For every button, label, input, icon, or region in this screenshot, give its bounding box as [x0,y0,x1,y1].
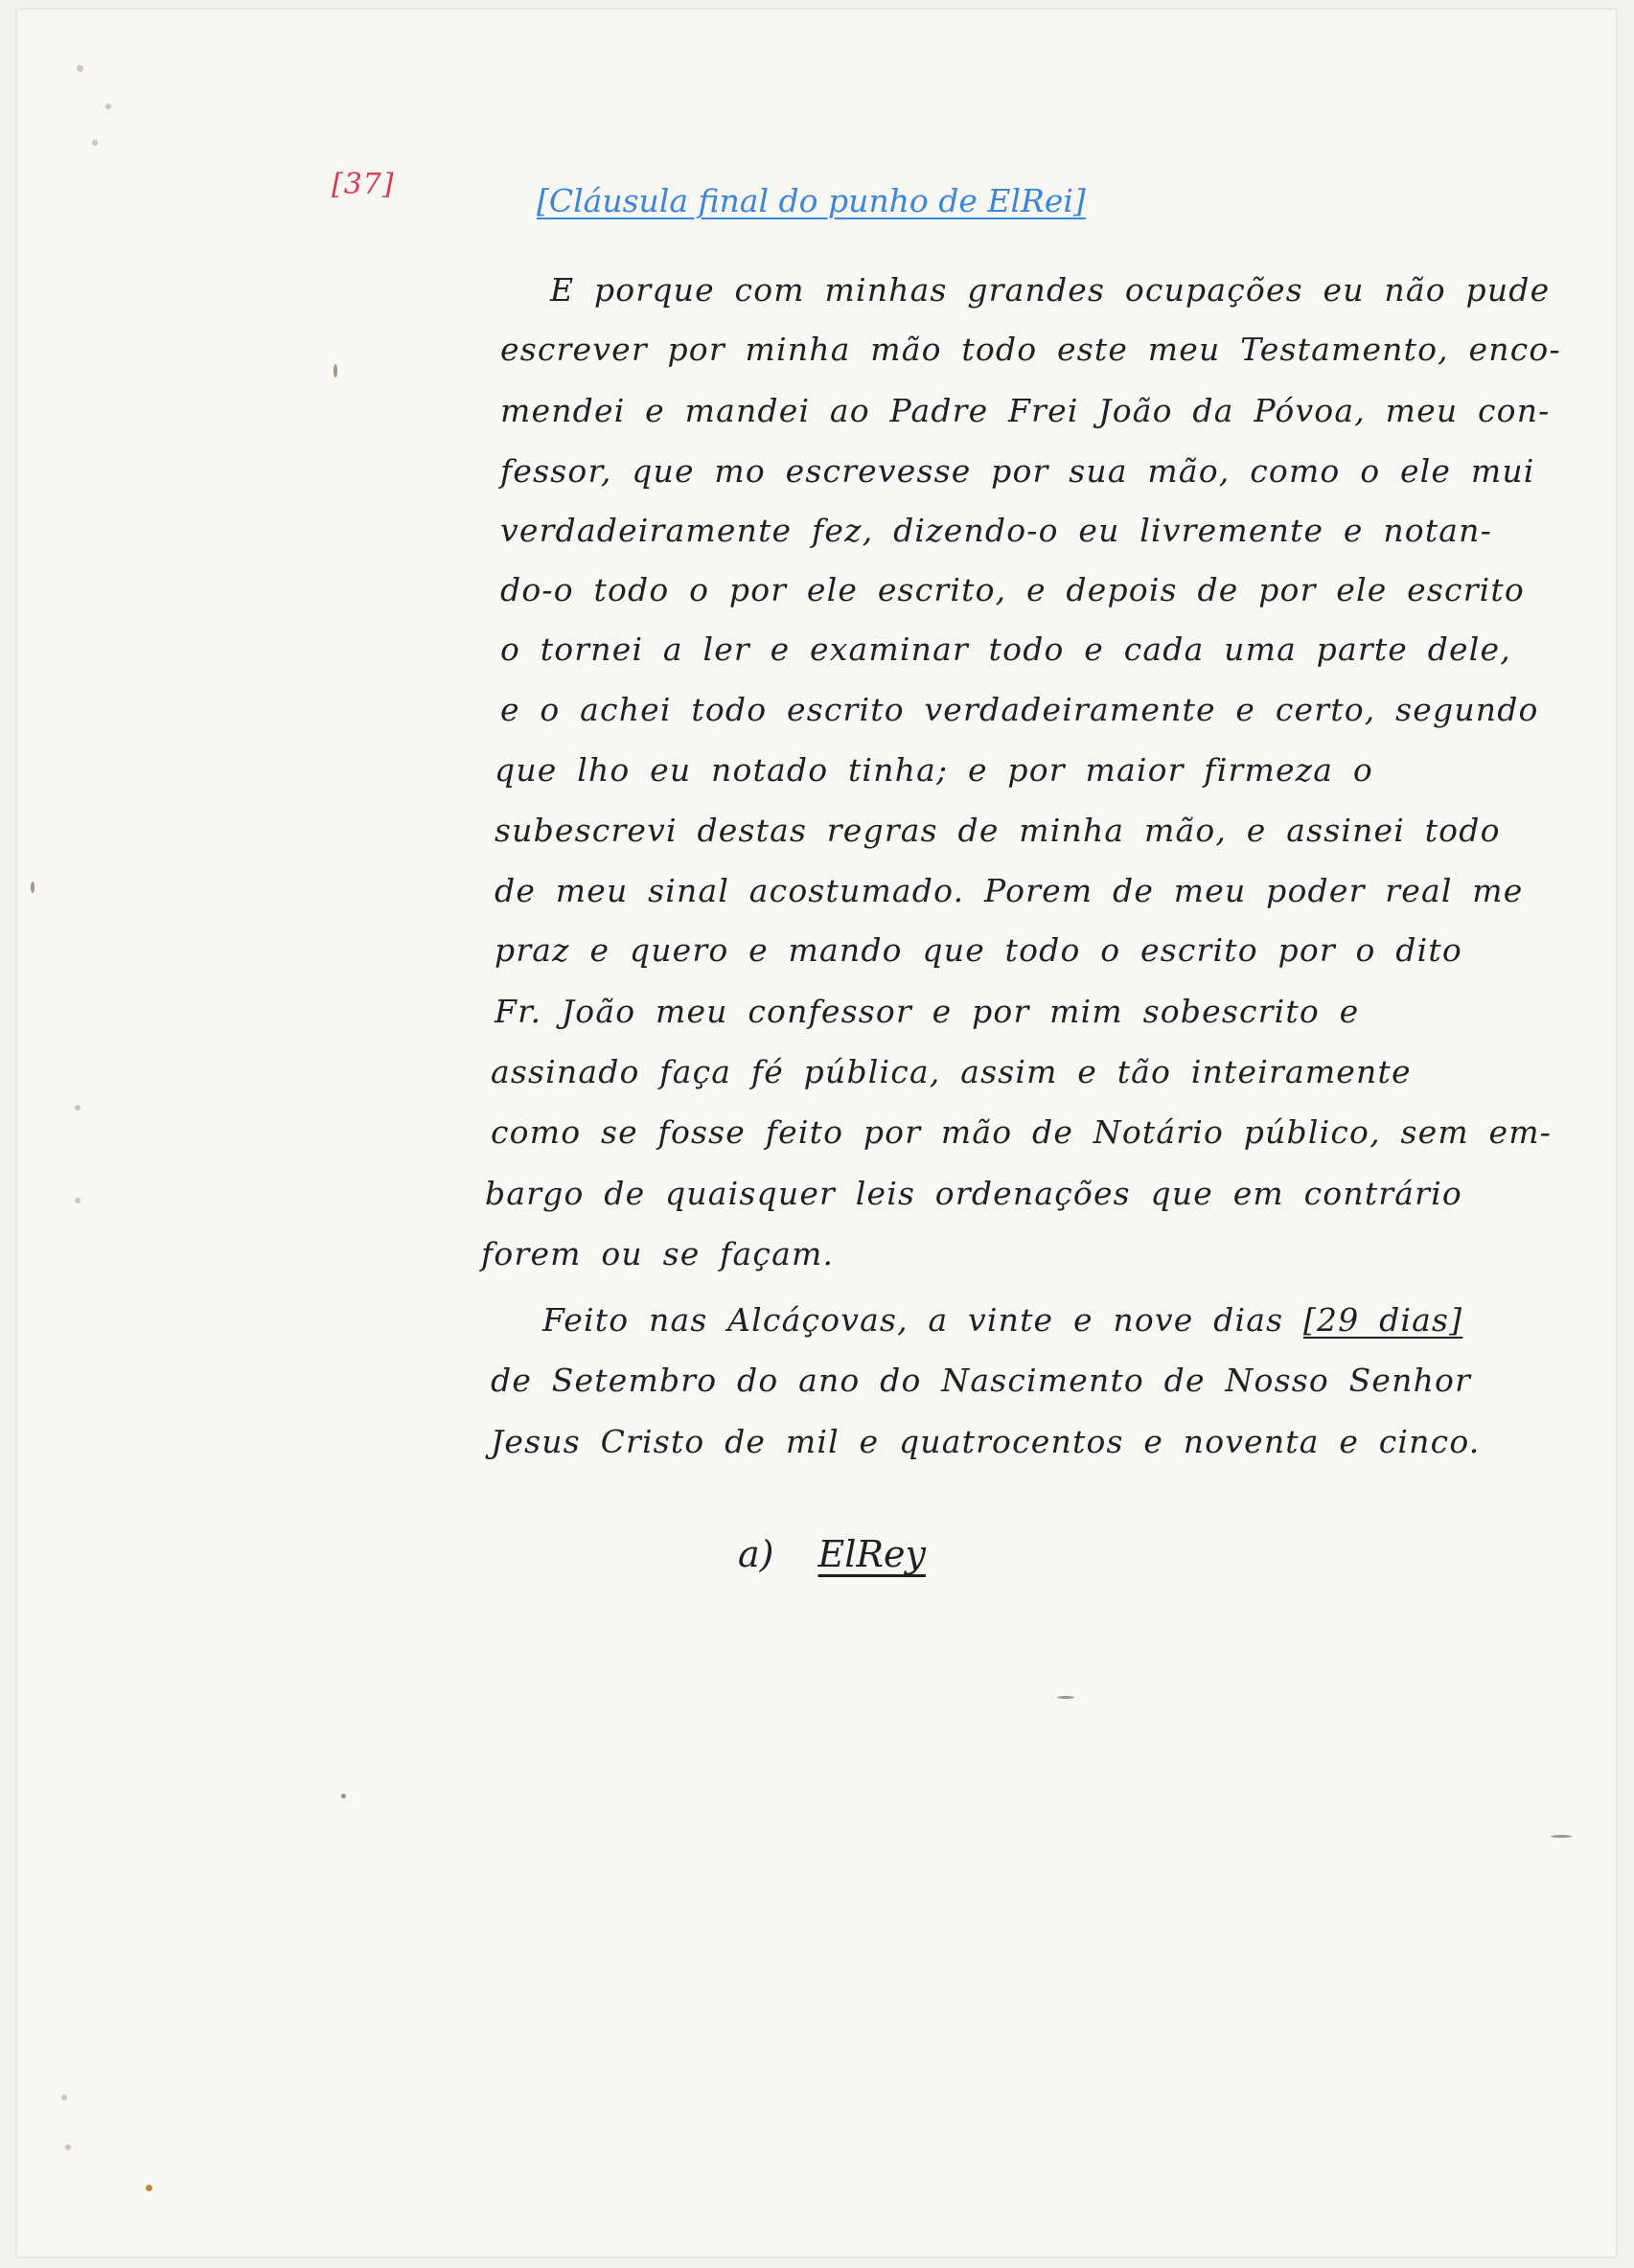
text-line: o tornei a ler e examinar todo e cada uma parte dele, [500,630,1511,668]
royal-signature [738,1533,926,1575]
text-line: mendei e mandei ao Padre Frei João da Póvoa, meu con- [500,392,1551,429]
text-line: verdadeiramente fez, dizendo-o eu livremente e notan- [500,512,1492,549]
paper-speck [31,882,35,893]
text-line: e o achei todo escrito verdadeiramente e certo, segundo [500,691,1539,728]
punch-hole [105,103,111,109]
text-line: que lho eu notado tinha; e por maior firmeza o [495,751,1373,789]
text-line: praz e quero e mando que todo o escrito por o dito [495,931,1462,969]
clause-heading: [Cláusula final do punho de ElRei] [537,182,1086,219]
text-line: bargo de quaisquer leis ordenações que em contrário [485,1175,1462,1212]
page-number: [37] [332,168,395,201]
punch-hole [92,140,98,146]
text-line: do-o todo o por ele escrito, e depois de por ele escrito [500,571,1525,608]
punch-hole [75,1198,81,1203]
text-line: de meu sinal acostumado. Porem de meu poder real me [495,872,1524,909]
paper-speck [1057,1696,1074,1699]
text-line: Fr. João meu confessor e por mim sobescrito e [495,993,1360,1030]
text-line: escrever por minha mão todo este meu Testamento, enco- [500,331,1561,368]
text-line: Jesus Cristo de mil e quatrocentos e noventa e cinco. [491,1423,1481,1460]
text-line: assinado faça fé pública, assim e tão inteiramente [491,1053,1412,1090]
text-line: como se fosse feito por mão de Notário público, sem em- [491,1113,1553,1151]
date-line [542,1301,1462,1339]
signature-prefix: a) [738,1533,774,1575]
date-annotation: [29 dias] [1302,1301,1463,1339]
punch-hole [61,2095,67,2100]
text-line: forem ou se façam. [481,1235,835,1272]
text-line: subescrevi destas regras de minha mão, e assinei todo [495,812,1501,849]
paper-speck [334,364,337,378]
punch-hole [65,2144,71,2150]
date-text: Feito nas Alcáçovas, a vinte e nove dias [542,1301,1303,1339]
text-line: de Setembro do ano do Nascimento de Nosso Senhor [491,1362,1472,1399]
paper-speck [1551,1835,1572,1838]
text-line: fessor, que mo escrevesse por sua mão, como o ele mui [500,452,1535,490]
text-line: E porque com minhas grandes ocupações eu não pude [550,271,1551,309]
punch-hole [75,1105,81,1111]
paper-speck [146,2185,152,2191]
signature-name: ElRey [817,1533,926,1575]
punch-hole [77,65,83,72]
paper-speck [341,1794,346,1798]
